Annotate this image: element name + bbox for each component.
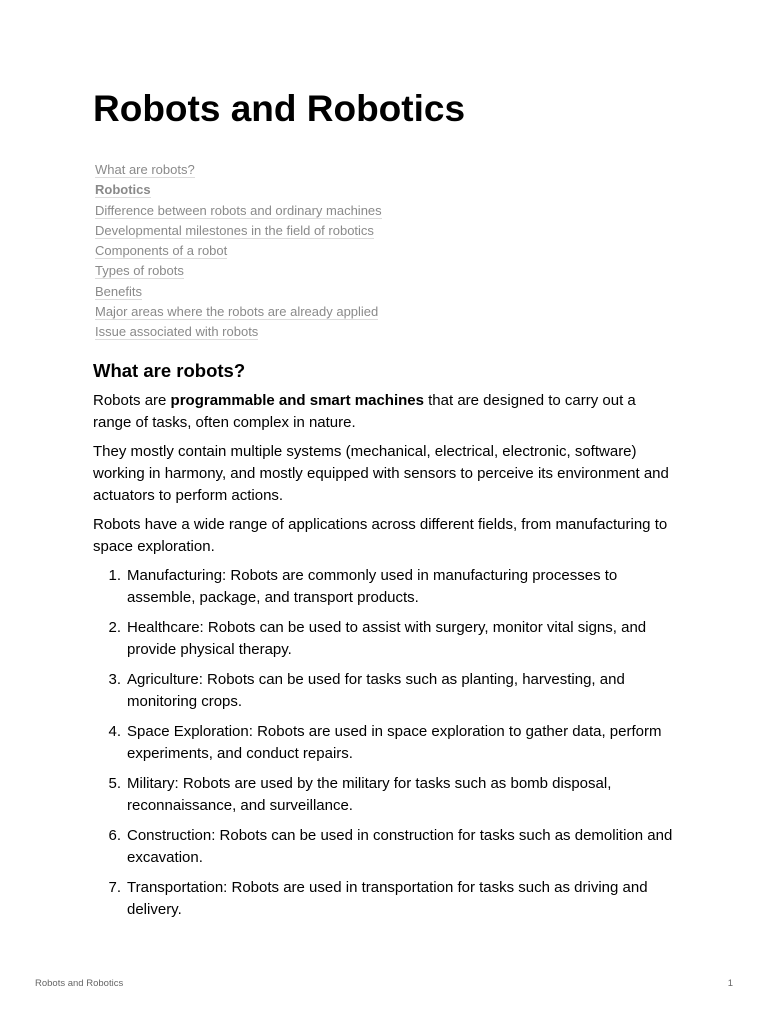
list-number: 3. xyxy=(108,671,121,688)
list-item-text: Healthcare: Robots can be used to assist with surgery, monitor vital signs, and provide physical therapy. xyxy=(127,619,647,658)
toc-link-milestones[interactable]: Developmental milestones in the field of robotics xyxy=(95,222,374,238)
list-number: 6. xyxy=(108,827,121,844)
toc-item xyxy=(95,181,382,201)
list-item-text: Space Exploration: Robots are used in space exploration to gather data, perform experiments, and conduct repairs. xyxy=(127,723,662,762)
applications-paragraph: Robots have a wide range of applications across different fields, from manufacturing to space exploration. xyxy=(93,516,668,555)
list-item-text: Military: Robots are used by the military for tasks such as bomb disposal, reconnaissance, and surveillance. xyxy=(127,775,612,814)
list-number: 4. xyxy=(108,723,121,740)
list-item xyxy=(93,617,678,661)
toc-link-issues[interactable]: Issue associated with robots xyxy=(95,324,259,340)
toc-item xyxy=(95,242,382,262)
footer-document-title: Robots and Robotics xyxy=(35,978,124,989)
intro-paragraph xyxy=(93,390,678,434)
list-item xyxy=(93,565,678,609)
list-item-text: Transportation: Robots are used in transportation for tasks such as driving and delivery. xyxy=(127,879,648,918)
toc-item xyxy=(95,303,382,323)
main-content xyxy=(93,358,678,929)
list-item xyxy=(93,773,678,817)
intro-text-before: Robots are xyxy=(93,392,171,409)
list-number: 7. xyxy=(108,879,121,896)
list-item xyxy=(93,669,678,713)
toc-item xyxy=(95,262,382,282)
footer-page-number: 1 xyxy=(727,978,733,989)
list-item-text: Construction: Robots can be used in construction for tasks such as demolition and excavation. xyxy=(127,827,673,866)
section-heading: What are robots? xyxy=(93,360,246,381)
toc-item xyxy=(95,161,382,181)
list-item xyxy=(93,721,678,765)
list-item xyxy=(93,825,678,869)
intro-text-after: that are designed to carry out a range of tasks, often complex in nature. xyxy=(93,392,636,431)
toc-item xyxy=(95,323,382,343)
toc-link-what-are-robots[interactable]: What are robots? xyxy=(95,162,195,177)
toc-link-components[interactable]: Components of a robot xyxy=(95,243,228,259)
list-item-text: Manufacturing: Robots are commonly used in manufacturing processes to assemble, package, and transport products. xyxy=(127,567,618,606)
toc-item xyxy=(95,202,382,222)
systems-paragraph: They mostly contain multiple systems (mechanical, electrical, electronic, software) working in harmony, and mostly equipped with sensors to perceive its environment and actuators to perform actions. xyxy=(93,443,669,504)
toc-item xyxy=(95,222,382,242)
page-title: Robots and Robotics xyxy=(93,88,466,129)
table-of-contents xyxy=(95,161,382,344)
list-number: 2. xyxy=(108,619,121,636)
list-number: 1. xyxy=(108,567,121,584)
list-number: 5. xyxy=(108,775,121,792)
toc-link-robotics[interactable]: Robotics xyxy=(95,182,151,198)
list-item-text: Agriculture: Robots can be used for tasks such as planting, harvesting, and monitoring crops. xyxy=(127,671,625,710)
applications-list xyxy=(93,565,678,921)
intro-bold-text: programmable and smart machines xyxy=(170,392,424,409)
toc-link-difference[interactable]: Difference between robots and ordinary machines xyxy=(95,202,382,218)
toc-link-benefits[interactable]: Benefits xyxy=(95,283,142,299)
toc-link-major-areas[interactable]: Major areas where the robots are already applied xyxy=(95,304,379,320)
toc-item xyxy=(95,283,382,303)
toc-link-types[interactable]: Types of robots xyxy=(95,263,184,279)
list-item xyxy=(93,877,678,921)
